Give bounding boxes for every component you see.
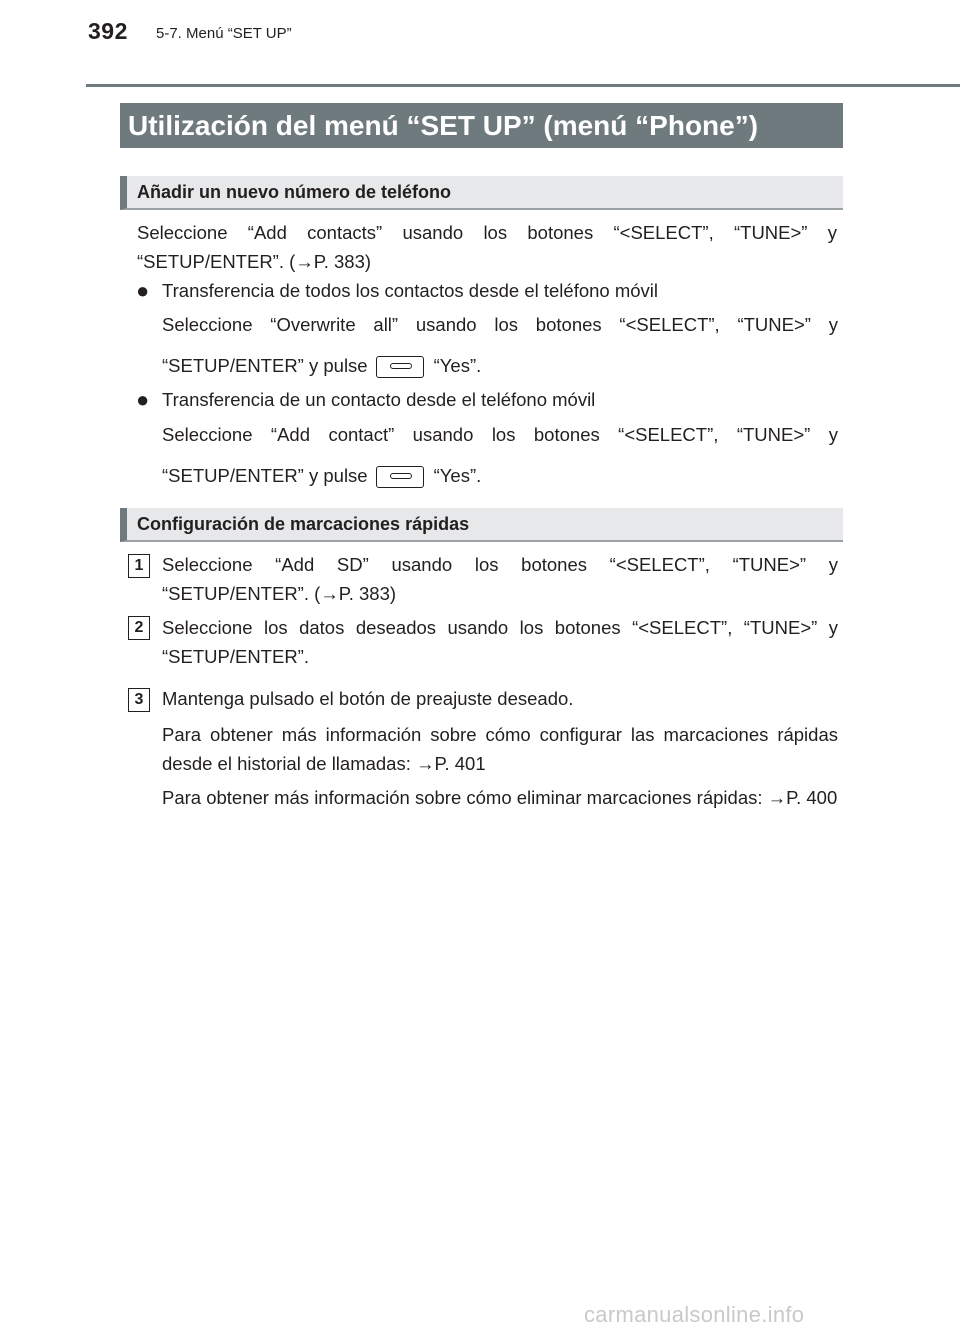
bullet-line-text: “SETUP/ENTER” y pulse xyxy=(162,355,368,376)
step-text: Seleccione “Add SD” usando los botones “<SELECT”, “TUNE>” y “SETUP/ENTER”. (→P. 383) xyxy=(162,554,838,604)
step-note: Para obtener más información sobre cómo eliminar marcaciones rápidas: →P. 400 xyxy=(162,787,838,808)
step-text: Mantenga pulsado el botón de preajuste deseado. xyxy=(162,688,574,709)
bullet-line xyxy=(162,461,838,490)
bullet-line-text: “Yes”. xyxy=(433,355,482,376)
bullet-line: Seleccione “Overwrite all” usando los botones “<SELECT”, “TUNE>” y xyxy=(162,314,838,335)
running-header: 5-7. Menú “SET UP” xyxy=(156,25,292,42)
return-button-icon xyxy=(376,466,424,488)
bullet-title: Transferencia de todos los contactos desde el teléfono móvil xyxy=(162,280,659,301)
step-number-box: 3 xyxy=(128,688,150,712)
header-rule xyxy=(86,84,960,87)
bullet-title: Transferencia de un contacto desde el teléfono móvil xyxy=(162,389,596,410)
watermark: carmanualsonline.info xyxy=(584,1302,805,1327)
bullet-line-text: “SETUP/ENTER” y pulse xyxy=(162,465,368,486)
bullet-line xyxy=(162,351,838,380)
step-number-box: 1 xyxy=(128,554,150,578)
bullet-line: Seleccione “Add contact” usando los botones “<SELECT”, “TUNE>” y xyxy=(162,424,838,445)
step-number-box: 2 xyxy=(128,616,150,640)
bullet-icon: ● xyxy=(136,387,150,412)
bullet-line-text: “Yes”. xyxy=(433,465,482,486)
step-text: Seleccione los datos deseados usando los botones “<SELECT”, “TUNE>” y “SETUP/ENTER”. xyxy=(162,617,838,667)
subsection-heading-add-number: Añadir un nuevo número de teléfono xyxy=(120,176,843,210)
section-title: Utilización del menú “SET UP” (menú “Phone”) xyxy=(120,103,843,148)
bullet-icon: ● xyxy=(136,278,150,303)
page-number: 392 xyxy=(88,18,128,44)
intro-paragraph: Seleccione “Add contacts” usando los botones “<SELECT”, “TUNE>” y “SETUP/ENTER”. (→P. 383) xyxy=(137,222,837,272)
subsection-heading-speed-dial: Configuración de marcaciones rápidas xyxy=(120,508,843,542)
step-note: Para obtener más información sobre cómo configurar las marcaciones rápidas desde el historial de llamadas: →P. 401 xyxy=(162,724,838,774)
return-button-icon xyxy=(376,356,424,378)
